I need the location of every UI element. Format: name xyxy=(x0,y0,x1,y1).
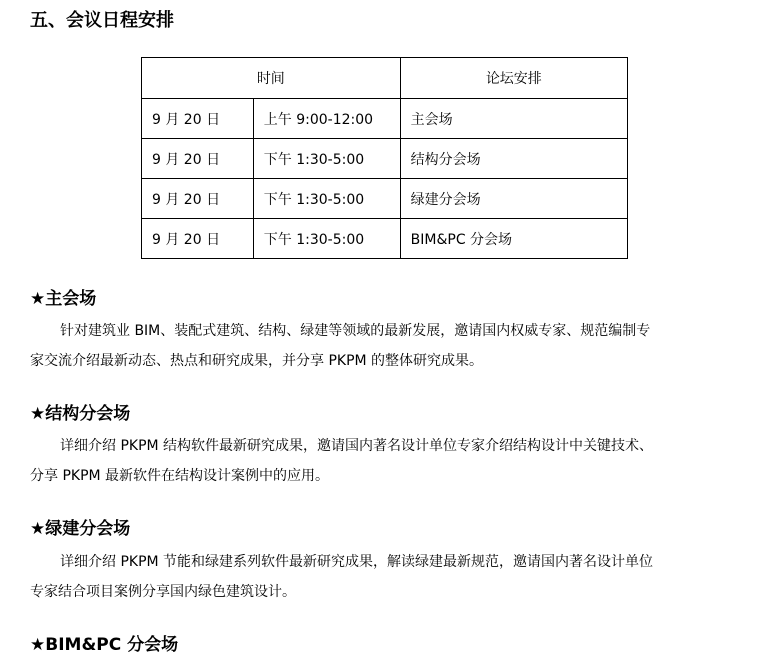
structure-session-description xyxy=(30,431,750,491)
header-time: 时间 xyxy=(142,58,401,99)
bim-pc-session-title: ★BIM&PC 分会场 xyxy=(30,635,179,655)
green-building-session-title: ★绿建分会场 xyxy=(30,519,131,539)
table-row xyxy=(142,179,628,219)
paragraph-line: 分享 PKPM 最新软件在结构设计案例中的应用。 xyxy=(30,468,330,484)
cell-date: 9 月 20 日 xyxy=(142,99,254,139)
cell-forum: 结构分会场 xyxy=(400,139,627,179)
cell-date: 9 月 20 日 xyxy=(142,179,254,219)
cell-forum: BIM&PC 分会场 xyxy=(400,219,627,259)
table-row xyxy=(142,219,628,259)
paragraph-line: 详细介绍 PKPM 结构软件最新研究成果，邀请国内著名设计单位专家介绍结构设计中关键技术、 xyxy=(60,438,654,454)
cell-date: 9 月 20 日 xyxy=(142,139,254,179)
cell-time: 上午 9:00-12:00 xyxy=(253,99,400,139)
table-row xyxy=(142,139,628,179)
header-forum: 论坛安排 xyxy=(400,58,627,99)
paragraph-line: 针对建筑业 BIM、装配式建筑、结构、绿建等领域的最新发展，邀请国内权威专家、规范编制专 xyxy=(60,323,651,339)
cell-time: 下午 1:30-5:00 xyxy=(253,179,400,219)
cell-time: 下午 1:30-5:00 xyxy=(253,219,400,259)
main-session-description xyxy=(30,316,750,376)
cell-forum: 绿建分会场 xyxy=(400,179,627,219)
table-row xyxy=(142,99,628,139)
main-session-title: ★主会场 xyxy=(30,289,97,309)
section-title: 五、会议日程安排 xyxy=(30,10,174,31)
paragraph-line: 家交流介绍最新动态、热点和研究成果，并分享 PKPM 的整体研究成果。 xyxy=(30,353,484,369)
cell-time: 下午 1:30-5:00 xyxy=(253,139,400,179)
schedule-table xyxy=(141,57,628,259)
cell-forum: 主会场 xyxy=(400,99,627,139)
paragraph-line: 专家结合项目案例分享国内绿色建筑设计。 xyxy=(30,584,296,600)
table-header-row xyxy=(142,58,628,99)
paragraph-line: 详细介绍 PKPM 节能和绿建系列软件最新研究成果，解读绿建最新规范，邀请国内著名设计单位 xyxy=(60,554,654,570)
structure-session-title: ★结构分会场 xyxy=(30,404,131,424)
green-building-session-description xyxy=(30,547,750,607)
cell-date: 9 月 20 日 xyxy=(142,219,254,259)
